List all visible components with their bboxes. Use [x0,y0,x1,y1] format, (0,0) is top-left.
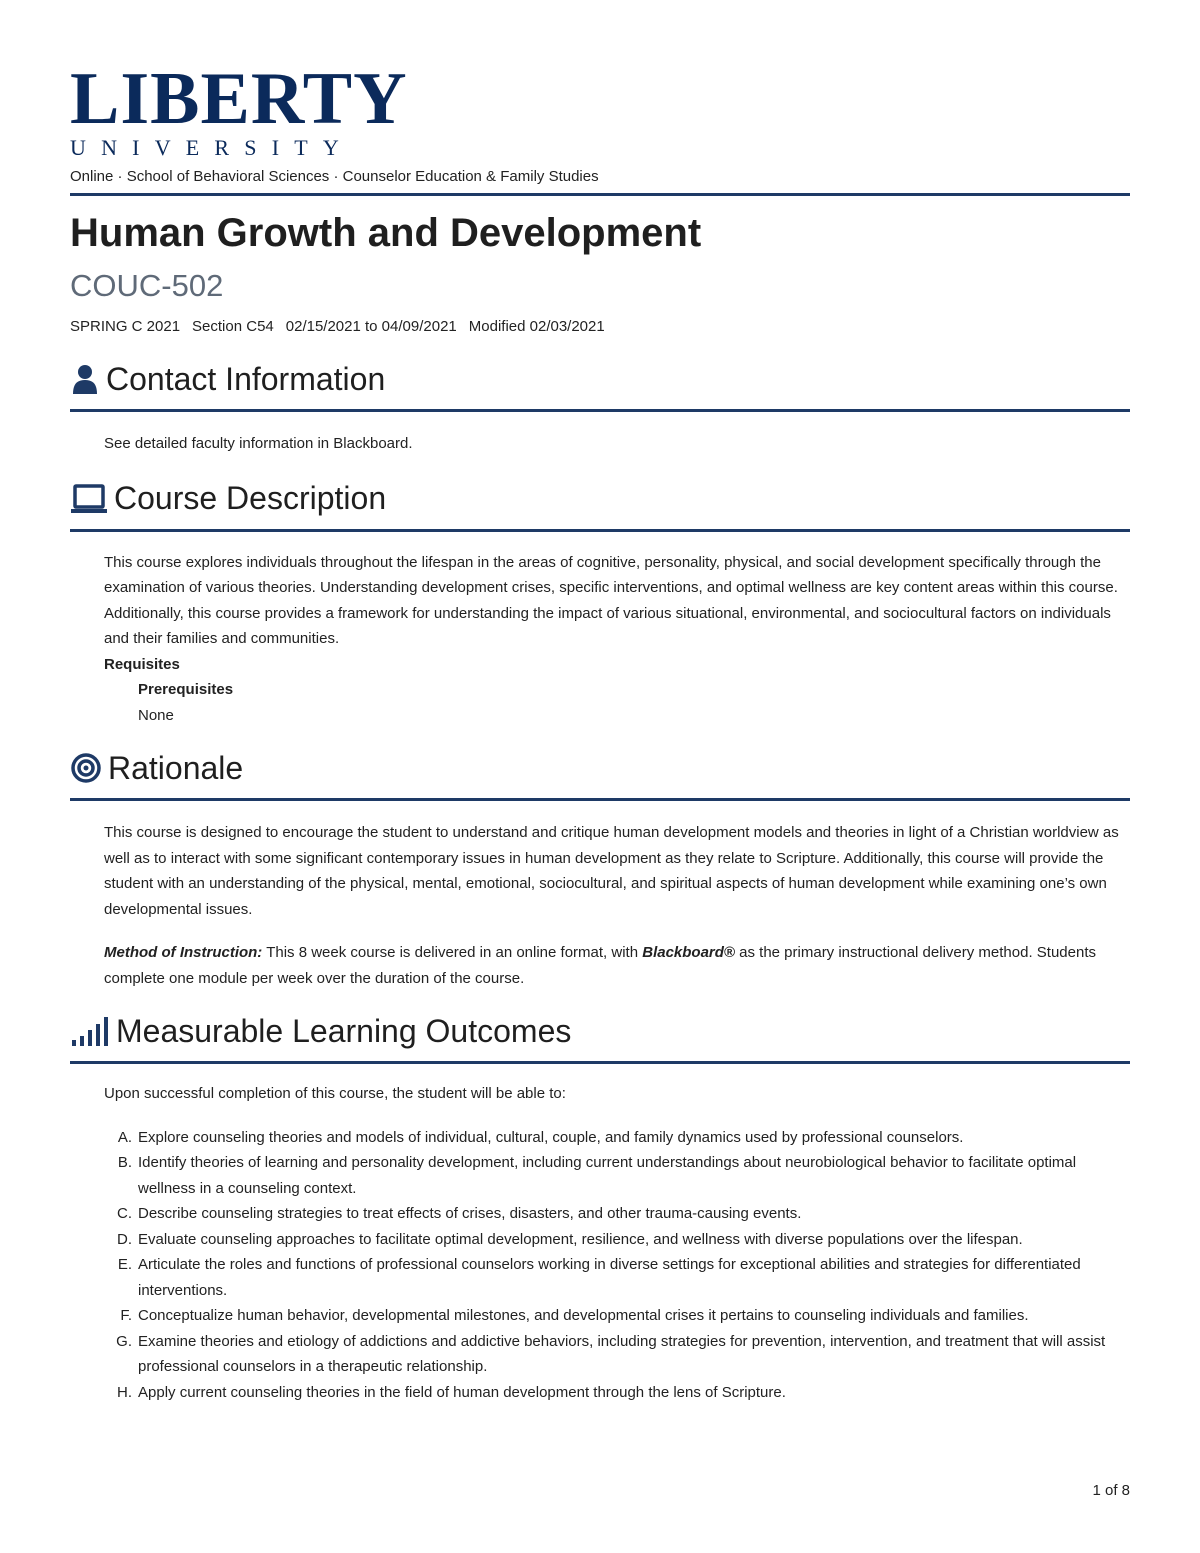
outcome-text: Conceptualize human behavior, developmental milestones, and developmental crises it pertains to counseling individuals and families. [138,1307,1029,1324]
rationale-section-header [70,746,1130,790]
section-divider [70,798,1130,801]
outcome-text: Apply current counseling theories in the field of human development through the lens of Scripture. [138,1383,786,1401]
outcome-letter: D. [117,1230,132,1248]
person-icon [70,363,100,395]
contact-text: See detailed faculty information in Blackboard. [104,435,413,452]
outcomes-intro: Upon successful completion of this course, the student will be able to: [104,1085,566,1102]
outcome-letter: C. [117,1205,132,1222]
breadcrumb: Online · School of Behavioral Sciences · Counselor Education & Family Studies [70,168,599,185]
course-dates: 02/15/2021 to 04/09/2021 [285,318,457,335]
bar-chart-icon [70,1015,110,1047]
description-text: This course explores individuals throughout the lifespan in the areas of cognitive, personality, physical, and social development specifically through the examination of various theories. Understanding development crises, specific interventions, and optimal wellness are key content areas within this course. Additionally, this course provides a framework for understanding the impact of various situational, environmental, and sociocultural factors on individuals and their families and communities. [104,553,1118,647]
outcome-text: Examine theories and etiology of addictions and addictive behaviors, including strategies for prevention, intervention, and treatment that will assist professional counselors in a therapeutic relationship. [138,1332,1106,1375]
target-icon [70,752,102,784]
outcome-text: Articulate the roles and functions of professional counselors working in diverse settings for exceptional abilities and strategies for differentiated interventions. [138,1256,1081,1299]
course-modified: Modified 02/03/2021 [468,318,605,335]
outcome-letter-cell [104,1380,138,1406]
description-heading: Course Description [114,480,387,516]
syllabus-page [70,58,1130,1405]
method-label: Method of Instruction: [104,944,263,961]
outcome-text: Describe counseling strategies to treat effects of crises, disasters, and other trauma-causing events. [138,1205,802,1222]
list-item [104,1227,1130,1253]
course-term: SPRING C 2021 [70,318,181,335]
description-body [70,550,1130,729]
list-item [104,1380,1130,1406]
rationale-heading: Rationale [108,749,244,786]
list-item [104,1329,1130,1380]
outcomes-list [104,1125,1130,1406]
outcome-letter-cell [104,1201,138,1227]
method-text-2: as the primary instructional delivery method. Students complete one module per week over the duration of the course. [104,944,1096,987]
list-item [104,1252,1130,1303]
contact-body [70,431,1130,457]
outcome-letter: B. [117,1154,132,1171]
laptop-icon [70,483,108,515]
requisites-label: Requisites [104,655,180,673]
section-divider [70,529,1130,532]
section-divider [70,1061,1130,1064]
outcome-letter-cell [104,1227,138,1253]
outcomes-heading: Measurable Learning Outcomes [116,1012,572,1049]
section-divider [70,409,1130,412]
description-section-header [70,477,1130,521]
outcome-letter: A. [117,1128,132,1146]
list-item [104,1150,1130,1201]
contact-section-header [70,357,1130,401]
method-platform: Blackboard® [642,944,735,961]
header-divider [70,193,1130,196]
list-item [104,1201,1130,1227]
outcome-text: Explore counseling theories and models of individual, cultural, couple, and family dynamics used by professional counselors. [138,1128,964,1146]
outcomes-body [70,1081,1130,1405]
outcome-letter-cell [104,1125,138,1151]
course-section: Section C54 [192,318,274,335]
course-code: COUC-502 [70,268,224,303]
logo-subtitle: UNIVERSITY [70,135,354,160]
list-item [104,1125,1130,1151]
method-text-1: This 8 week course is delivered in an online format, with [262,944,643,961]
page-title: Human Growth and Development [70,211,702,255]
outcome-letter-cell [104,1150,138,1201]
outcome-letter: F. [120,1307,132,1324]
list-item [104,1303,1130,1329]
outcome-letter: H. [117,1383,132,1401]
prerequisites-value: None [138,706,174,724]
outcome-letter: G. [116,1332,132,1350]
prerequisites-label: Prerequisites [138,681,234,698]
logo-wordmark: LIBERTY [70,58,408,140]
contact-heading: Contact Information [106,360,386,397]
method-of-instruction [104,940,1130,991]
outcome-letter-cell [104,1252,138,1303]
outcome-text: Identify theories of learning and personality development, including current understandings about neurobiological behavior to facilitate optimal wellness in a counseling context. [138,1154,1077,1197]
rationale-body [70,820,1130,991]
outcome-letter-cell [104,1303,138,1329]
outcomes-section-header [70,1009,1130,1053]
rationale-text: This course is designed to encourage the student to understand and critique human development models and theories in light of a Christian worldview as well as to interact with some significant contemporary issues in human development as they relate to Scripture. Additionally, this course will provide the student with an understanding of the physical, mental, emotional, sociocultural, and spiritual aspects of human development while examining one’s own developmental issues. [104,824,1119,918]
university-logo [70,58,1130,160]
course-meta [70,318,1130,335]
outcome-letter-cell [104,1329,138,1380]
outcome-letter: E. [117,1256,132,1273]
page-indicator: 1 of 8 [1092,1482,1130,1499]
outcome-text: Evaluate counseling approaches to facilitate optimal development, resilience, and wellness with diverse populations over the lifespan. [138,1230,1023,1248]
